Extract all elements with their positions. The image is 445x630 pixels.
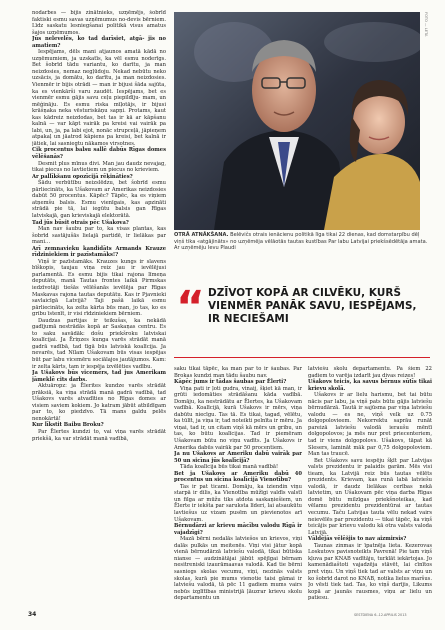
issue-date: SESTDIENA 6.-12.APRILIS 2013 (354, 613, 407, 617)
interview-question: Ušakovs teicis, ka savus bērnus sūtīs tikai krievu skolā. (308, 379, 432, 392)
caption-title: OTRĀ ATNĀKŠANA. (174, 232, 229, 238)
interview-question: Jūs nelevelēs, ko tad darīsiet, atgā- jis no amatiem? (32, 36, 166, 49)
paragraph: Viņš ir pazīstamāks. Krauzes kungs ir slavens bīškopis, taujau viņa reiz jau ir ievēlējusi parlamentā. Es esmu bijis tikai rajona līmeņa deputāts, manā Tautas frontes laikā Pirmskas iedzīvotāji tiešās vēlēšanās ievēlēja par Rīgas Maskavas rajona tautas deputātu. Kas ir Pjavnieki savlaicīgā Latvijā? Taji pašā laikā esmu pārliecināts, ka zelta kārta būs man, jo tas, ko es gribu īstenīt, ir visi rīdziniekiem bērniem. (32, 258, 166, 318)
paragraph: Man nav šaubu par to, ka visas plantas, kas šobrīd sastājušās lielajā partidē, ir lielākas par mani… (32, 226, 166, 246)
paragraph: Ušakovs ir ar lielu harismu, bet tai būtu nācis par labu, ja viņš pats būtu gājis latviešu bērnudārzā. Tautā ir sajūsma par viņa latviešu valodu — es ne, viņš velk uz 0.75 dolgopolovieem. Nekorrektu saprāu runāt pareizā latviešu valodā ieraušu mēntī dolgopolovos; ja mēs nur pret priecenteriem, tad ir viens dolgopolovs. Ušakovs, tāpat kā Slesers, lamināt māk par 0,75 dolgopoloviem. Man tas traucē. (308, 392, 432, 458)
paragraph: nodarbes — bijis zinātnieks, uzņēmējs, šobrīd faktiski esmu savas uzņēmumus no-devis bērniem. Līdz saskatu lesniegšanai politikā visus amatus šajos uzņēmumos. (32, 10, 166, 36)
article-photo (174, 12, 420, 230)
interview-question: Cik procentus balsu sallē dabūs Rīgas domes vēlēšanās? (32, 147, 166, 161)
caption-text: Belēvičs otrais ienācienu politikā līga tikai 22 dienas, kad domstarpību dēļ viņš tika «atgājināts» no uzņēmēja vēlāotās tautas kustības Par labu Latvijai priekšsēdētāja amata. Ar uzņēmēju Ievu Plaudi (174, 232, 428, 252)
article-column-2 (174, 366, 302, 614)
article-column-3 (308, 366, 432, 614)
paragraph: Bet Ušakovs savu iespēju šķīt par Latvijas valsts prezidentu ir palaidis garām. Mēs visi tieam, ka Latvijā reiz būs tautas vēlēts prezidents. Krievam, kas runā labā latviešu valodā, ir daudz lielākas cerības nekā latvietim, un Ušakovam pēc viņa darba Rīgas domē būtu milzīgas priekšnoteikas, kad vēlamu prezidentu prezidentūrai ar tautas vecumu. Taču Latvijas tauta vēlu nekad vairs neievēlēs par prezidentu — tikai tāpēc, ka viņš teicājis par krievu valodu kā otra valsts valoda Latvijā. (308, 457, 432, 536)
interview-question: Vāldējās vēlēšjis to nav aizmirsis? (308, 536, 407, 543)
interview-question: Arī zemnavieku kandidāts Armands Krauze rīdziniekiem ir pazīstamāks!? (32, 245, 166, 259)
quote-mark-icon: “ (176, 282, 205, 333)
paragraph: Par Ēlertes kundzi to, vai viņa varēs strādāt priekšā, ka var strādāt manā vadībā, (32, 429, 166, 442)
paragraph: Mazā bērni nedalās latviešos un krievos, viņi dalās pulkās un meitenēs. Viņi visi jātur kopā vienā bērnudārzā latviešu valodā, tikai būtiska nianse — audzinātājai jābūt spējīgai bērnam nesitreniski izaurāmaavas valodā. Kad tie bērni sasniegs skolas vecumu, viņi, nezinās valsts skolas, kurā pie mums vienotie taisi gāmai ir latviešu valodā, tā pēc 11 gadiem mums vairs nebūs izglītības ministrijā ļāuzrar krievu skolu departamentu un (174, 536, 302, 602)
paragraph: Tas ir pat ticami. Domāju, ka iziendin viņu starpā ir dilis, ka Vienotība mūžīgi valdīs valstī un filga ar mūžu tiks atdota saskaņiešiem, un Ēlerte ir iekšta par saruksta līderi, lai atsaukūtu lavtiešus uz vizam pusēm un pievienotos arī Ušakovam. (174, 483, 302, 523)
interview-question: Ja nu Ušakovs ar Ameriku dabū vairāk par 50 un sicīna jūs koalīcijā? (174, 451, 302, 464)
photo-caption (174, 232, 428, 252)
interview-question: Ar pallīkšanu opozīcijā rēķināties? (32, 173, 133, 180)
paragraph: saku tikai tāpēc, ka man par to ir šaubas. Par Brokas kundzi man tādu šaubu nav. (174, 366, 302, 379)
interview-question: Kāpēc jums ir tādas šaubas par Ēlerti? (174, 379, 287, 386)
interview-question: Kur līkstit Baibu Broku? (32, 422, 104, 429)
interview-question: Tad jūs būsit otrais pēc Ušakova? (32, 219, 129, 226)
paragraph: Aktuāropz: ja Ēlerites kundze varēs strādāt prāksiā, ka viņa strādā manā gadrā vadībā, tad Ušakovs varēs atvadīties no Rīgas domes ar visiem saviem kokiem. Jo katram jābūt atbildīgam par to, ko piedzīvo. Tā mans galdu pelēs nenokārtā! (32, 383, 166, 422)
paragraph: Tāda koalīcija būs tikai manā vadībā! (180, 464, 279, 471)
divider (174, 357, 430, 358)
paragraph: Daudzas partijas ir teikušas, ka nekādā gadījumā nestrādās kopā ar Saskaņas centru. Es to saku savādāk: došu priekšroku latviskai koalīcijai. Ja Ēriņzes kunga varēs strādāt manā gadrā vadībā, tad tīgā būs latviskā koalīcija. Ja nevarēs, tad Nīlam Ušakovam būs visas iespējas būt par labu vicemēru sociālajos jautājumos. Kam: ir zelta kārts, tam ir iespēja izvēlēties vadību. (32, 317, 166, 370)
paragraph: Desmit plus mīnus divi. Man jau daudz nevajag, tikai piecus no lavtietiem un piecus no krieviem. (32, 160, 166, 174)
pull-quote: DZĪVOT KOPĀ AR CILVĒKU, KURŠ VIENMĒR PANĀK SAVU, IESPĒJAMS, IR NECIEŠAMI (208, 287, 417, 325)
paragraph: Taunas zinmas ir īpatnēja lieta. Kezerovas Loskutovs pavisnoteikts Pavrenā! Pie tam viņš kļuva par KNAB vadītāju, turklāt iekārtojas. Jo kamenādiaštoti vajadzēja stāvēt, lai cīnītos pret viņu. Un viņš tiek tad ar valsts ar viņu un ko šobrīd darot no KNAB, notika lielus maršus. Jo vēsti tiek tad. Tas, ko viņš darījis, Likums kopā ar jaunās rausmes, viņu ar lielu un patiesu. (308, 542, 432, 602)
article-column-1 (32, 10, 166, 610)
page-number: 34 (28, 611, 37, 618)
interview-question: Ja Ušakovs būs vicemērs, tad jus Amerikam jāmeklē cits darbs. (32, 370, 166, 383)
paragraph: latviešu skolu departamentu. Pa šiem 22 gadiem to varēja izdarīt jau divas reizes! (308, 366, 432, 379)
paragraph: Viņa pati ir ļoti gudra, vinaij, šķiet kā man, ir grūti iedomāties strādāšanu kāda vadībā. Domāju, ka nestrādātu ar Ēlertes, ka Ušakovam vadībā. Koalīcijā, kurā Ušakovs ir mērs, viņa dabūtu niecīgu. Tas tā. Es tikai, tagad, vēlētu, ka tūlīt, ja viņa ir, tad noteikti pelnīta ir mēru. Ja viņai, tad ir, un citam viņš kā mērs un gribu, un tas, ko būtu koalīcijas. Tad ir piemēram Ušakovam būtu no viņu vadīts. Ja Ušakovs ir Amerika dabūs vairāk par 50 procentiem. (174, 385, 302, 451)
paragraph: Šādu verbūtību neizslēdzu, bet šobrīd esmu pārliecināts, ka Ušakovam ar Amerikas neizdosies dabūt 50 procentus. Kāpēc? Tāpēc, ka es viņiem atņemšu balsis. Esmu vienīgais, kas apzināti strādā pie tā, lai iegūtu balsis gan Rīgas latviskajā, gan krieviskajā elektorātā. (32, 180, 166, 219)
paragraph: Iespējams, dēls mani atjaunos amatā kādā no uzņēmumiem, ja uzskatīs, ka vēl esmu noderīgs. Bet šobrīd tādu variantu, ko darītu, ja man neizdosies, nemaz negļūdoju. Nekad nebūtu neko uzsācis, ja domātu, ko darītu, ja man neizdosies. Vienmēr ir bijis otrādi — man ir bijusi šāda sajūta, ka es vienkārši varu zaudēt. Iespējams, bet es vienmēr esmu gājis savu ceļu piepildīju- mam, un mēģināju. Es esmu riska mīļotājs, ir bijusi krāšņaka neka vēsturiskāņu sapņi. Protams, kaut kas kādreiz neizdodas, bet tas ir kā ar kāpšanu kalnā — var kāpt vairāk pa kreisi vai vairāk pa labi, un, ja, pa labi ejot, nonāc strupceļā, jāpieņem atpakaļ un jāatrod kāpiens pa kreisi, bet kalnā ir jātiek, lai sasniegtu nākamos virsotnes. (32, 49, 166, 147)
photo-illustration (174, 12, 420, 230)
photo-credit: FOTO — LETA (424, 12, 428, 37)
interview-question: Bērnudārzi ar krievu mācību valodu Rīgā ir vajadzīgi? (174, 523, 302, 536)
interview-question: Bet ja Ušakovs ar Ameriku dabū 40 procentus un sicīna koalīcijā Vienotību? (174, 470, 302, 484)
